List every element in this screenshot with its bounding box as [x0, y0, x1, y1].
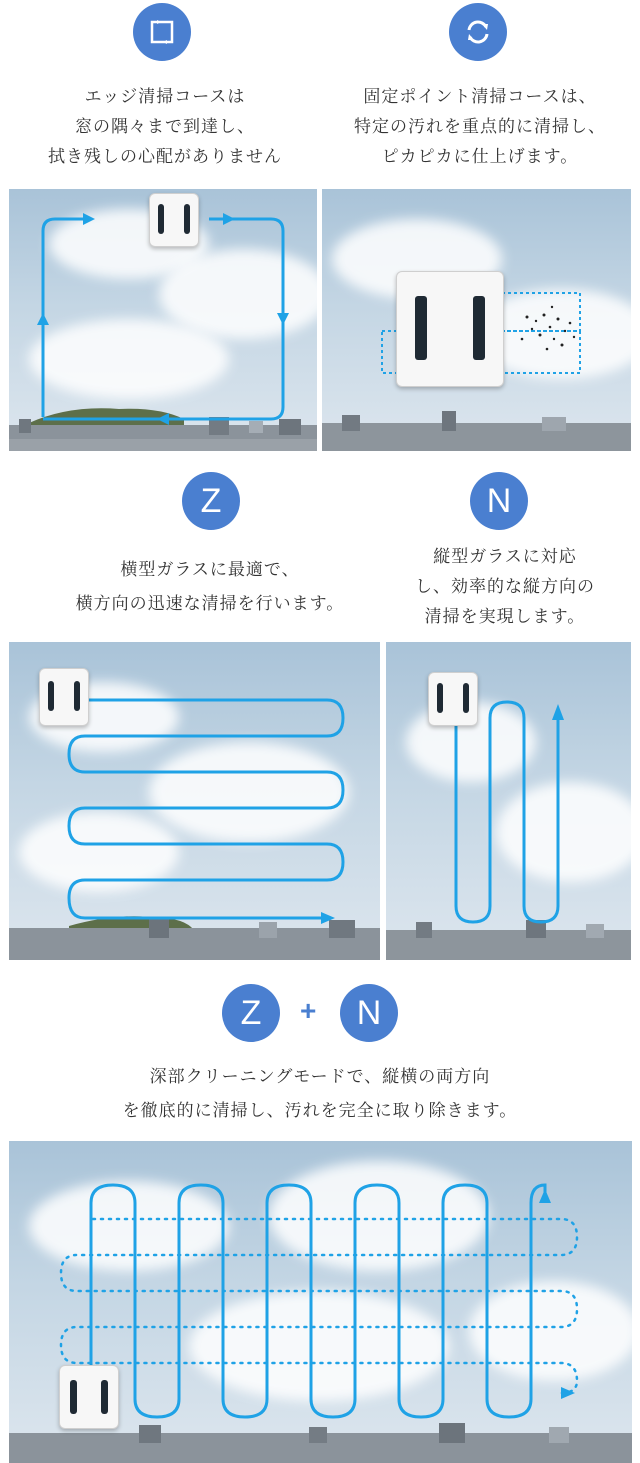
zn-description — [40, 1060, 600, 1128]
spot-clean-photo — [322, 189, 631, 451]
z-description — [35, 553, 385, 621]
edge-square-icon — [147, 17, 177, 47]
spot-line-2: 特定の汚れを重点的に清掃し、 — [354, 117, 606, 137]
refresh-cycle-icon — [461, 15, 495, 49]
edge-line-1: エッジ清掃コースは — [84, 87, 246, 107]
z-line-2: 横方向の迅速な清掃を行います。 — [75, 594, 345, 614]
zn-n-icon — [340, 984, 398, 1042]
plus-sign: + — [300, 995, 317, 1026]
n-line-2: し、効率的な縦方向の — [415, 577, 595, 597]
edge-clean-photo — [9, 189, 317, 451]
spot-line-1: 固定ポイント清掃コースは、 — [363, 87, 597, 107]
n-description — [395, 542, 615, 632]
zn-z-letter: Z — [240, 993, 262, 1032]
spot-line-3: ピカピカに仕上げます。 — [381, 147, 579, 167]
n-mode-icon — [470, 472, 528, 530]
n-line-3: 清掃を実現します。 — [424, 607, 586, 627]
robot-icon — [59, 1365, 119, 1429]
zn-line-1: 深部クリーニングモードで、縦横の両方向 — [149, 1067, 491, 1087]
z-letter: Z — [200, 481, 222, 520]
zn-z-icon — [222, 984, 280, 1042]
n-path — [386, 642, 631, 960]
edge-line-3: 拭き残しの心配がありません — [48, 147, 282, 167]
n-line-1: 縦型ガラスに対応 — [433, 547, 577, 567]
z-clean-photo — [9, 642, 380, 960]
edge-description — [15, 82, 315, 172]
spot-description — [325, 82, 635, 172]
zn-clean-photo — [9, 1141, 632, 1463]
z-line-1: 横型ガラスに最適で、 — [120, 560, 300, 580]
n-clean-photo — [386, 642, 631, 960]
zn-line-2: を徹底的に清掃し、汚れを完全に取り除きます。 — [122, 1101, 518, 1121]
zn-n-letter: N — [356, 993, 382, 1032]
n-letter: N — [486, 481, 512, 520]
robot-icon — [149, 193, 199, 247]
z-mode-icon — [182, 472, 240, 530]
spot-clean-icon — [449, 3, 507, 61]
robot-icon — [428, 672, 478, 726]
edge-line-2: 窓の隅々まで到達し、 — [75, 117, 255, 137]
robot-icon — [396, 271, 504, 387]
edge-clean-icon — [133, 3, 191, 61]
robot-icon — [39, 668, 89, 726]
